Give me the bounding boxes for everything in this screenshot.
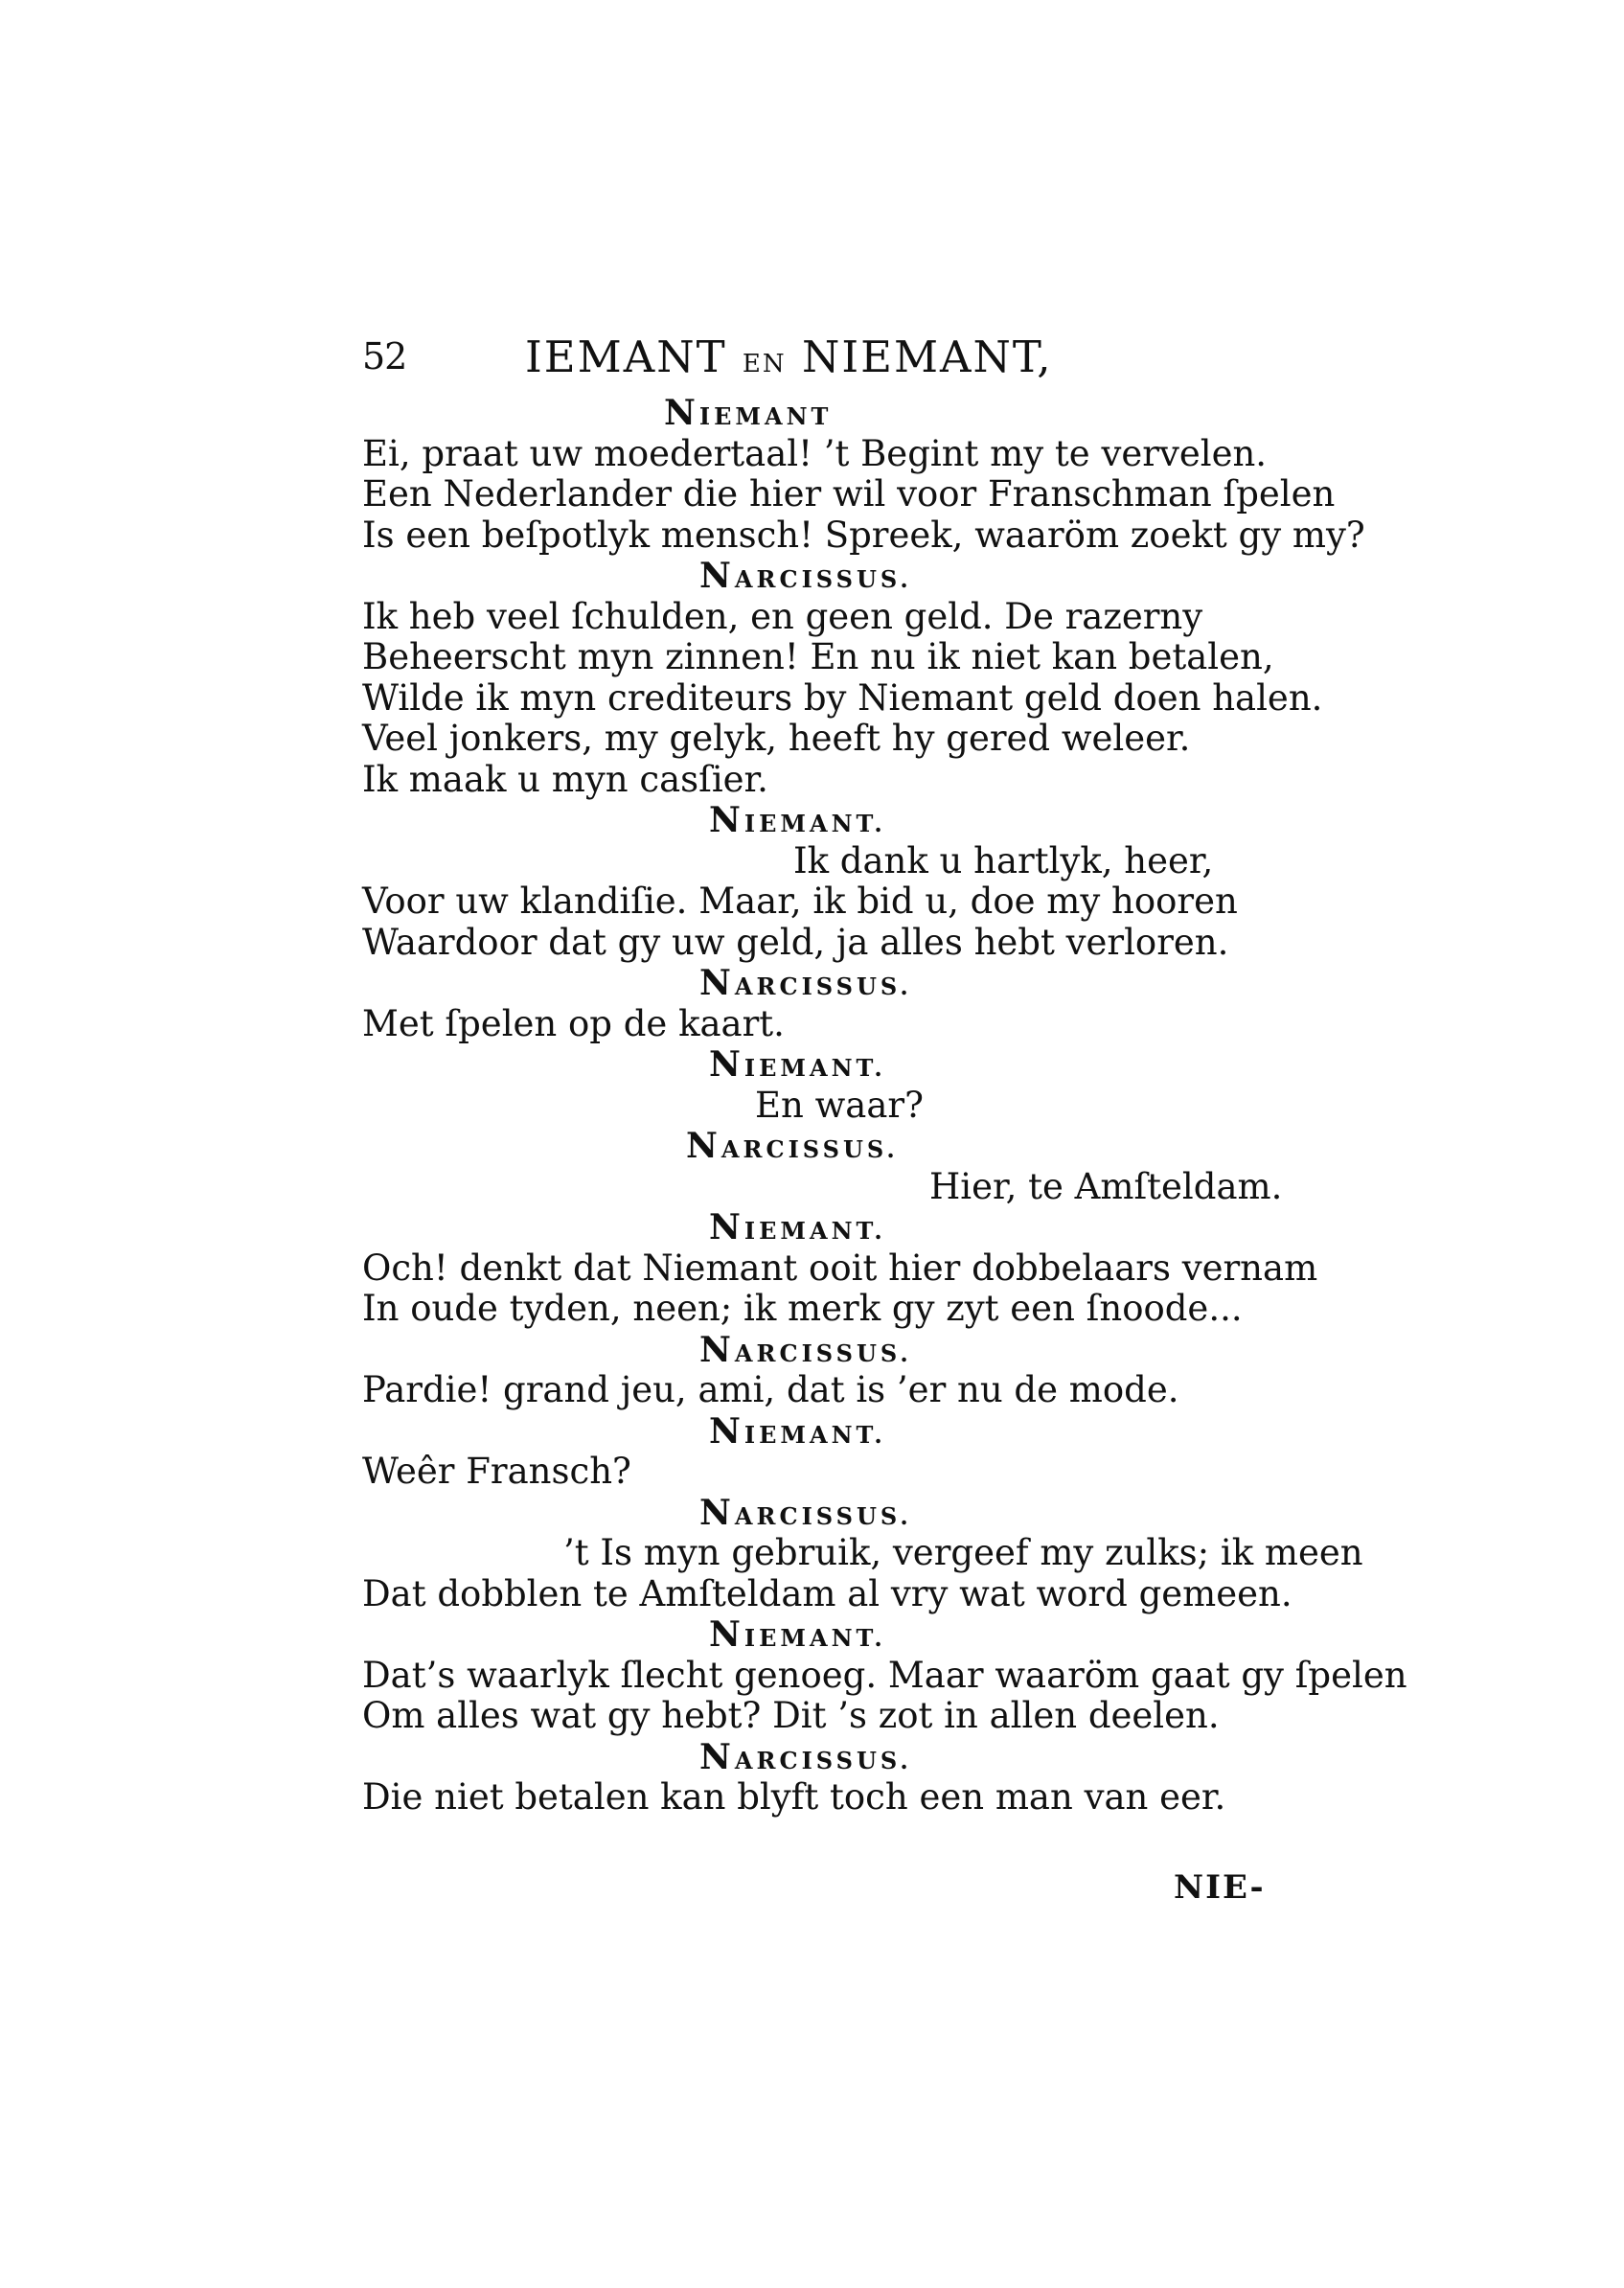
verse-line: Weêr Fransch? — [362, 1451, 631, 1492]
speaker-name: NIEMANT — [664, 393, 833, 433]
verse-line: Ei, praat uw moedertaal! ’t Begint my te vervelen. — [362, 432, 1268, 474]
verse-line: Met ſpelen op de kaart. — [362, 1002, 785, 1044]
running-title-part: IEMANT — [525, 332, 727, 382]
verse-line: Veel jonkers, my gelyk, heeft hy gered weleer. — [362, 718, 1191, 759]
verse-line: En waar? — [755, 1084, 924, 1126]
verse-line: Die niet betalen kan blyft toch een man van eer. — [362, 1776, 1226, 1818]
verse-line: Dat dobblen te Amſteldam al vry wat word gemeen. — [362, 1572, 1292, 1614]
verse-line: Voor uw klandiſie. Maar, ik bid u, doe my hooren — [362, 881, 1238, 922]
speaker-name: NIEMANT. — [709, 1614, 886, 1655]
running-title — [525, 332, 1053, 382]
verse-line: Ik dank u hartlyk, heer, — [793, 839, 1214, 881]
page-number: 52 — [362, 335, 407, 378]
speaker-name: NARCISSUS. — [699, 1329, 912, 1370]
verse-line: In oude tyden, neen; ik merk gy zyt een ſnoode... — [362, 1288, 1243, 1329]
speaker-name: NIEMANT. — [709, 1410, 886, 1452]
verse-line: Een Nederlander die hier wil voor Franschman ſpelen — [362, 473, 1336, 515]
running-title-part: NIEMANT, — [801, 332, 1053, 382]
verse-line: Pardie! grand jeu, ami, dat is ’er nu de mode. — [362, 1369, 1179, 1410]
verse-line: Och! denkt dat Niemant ooit hier dobbelaars vernam — [362, 1247, 1318, 1289]
verse-line: Wilde ik myn crediteurs by Niemant geld doen halen. — [362, 676, 1323, 719]
verse-line: Is een beſpotlyk mensch! Spreek, waaröm zoekt gy my? — [362, 514, 1365, 556]
speaker-name: NARCISSUS. — [699, 1736, 912, 1777]
speaker-name: NARCISSUS. — [699, 1492, 912, 1533]
verse-line: Ik heb veel ſchulden, en geen geld. De razerny — [362, 595, 1203, 637]
speaker-name: NIEMANT. — [709, 800, 886, 840]
verse-line: ’t Is myn gebruik, vergeef my zulks; ik meen — [563, 1532, 1363, 1573]
speaker-name: NARCISSUS. — [686, 1126, 899, 1166]
verse-line: Beheerscht myn zinnen! En nu ik niet kan betalen, — [362, 636, 1274, 677]
speaker-name: NARCISSUS. — [699, 963, 912, 1003]
catchword: NIE- — [1174, 1868, 1266, 1907]
speaker-name: NIEMANT. — [709, 1044, 886, 1085]
verse-line: Ik maak u myn casſier. — [362, 758, 768, 800]
dialogue-text — [362, 393, 1407, 1819]
running-title-connector: EN — [742, 350, 787, 378]
verse-line: Dat’s waarlyk ſlecht genoeg. Maar waaröm gaat gy ſpelen — [362, 1654, 1407, 1696]
verse-line: Om alles wat gy hebt? Dit ’s zot in allen deelen. — [362, 1695, 1220, 1736]
verse-line: Hier, te Amſteldam. — [929, 1165, 1283, 1207]
page-header — [362, 332, 1282, 389]
speaker-name: NARCISSUS. — [699, 556, 912, 596]
verse-line: Waardoor dat gy uw geld, ja alles hebt verloren. — [362, 921, 1229, 963]
speaker-name: NIEMANT. — [709, 1207, 886, 1247]
